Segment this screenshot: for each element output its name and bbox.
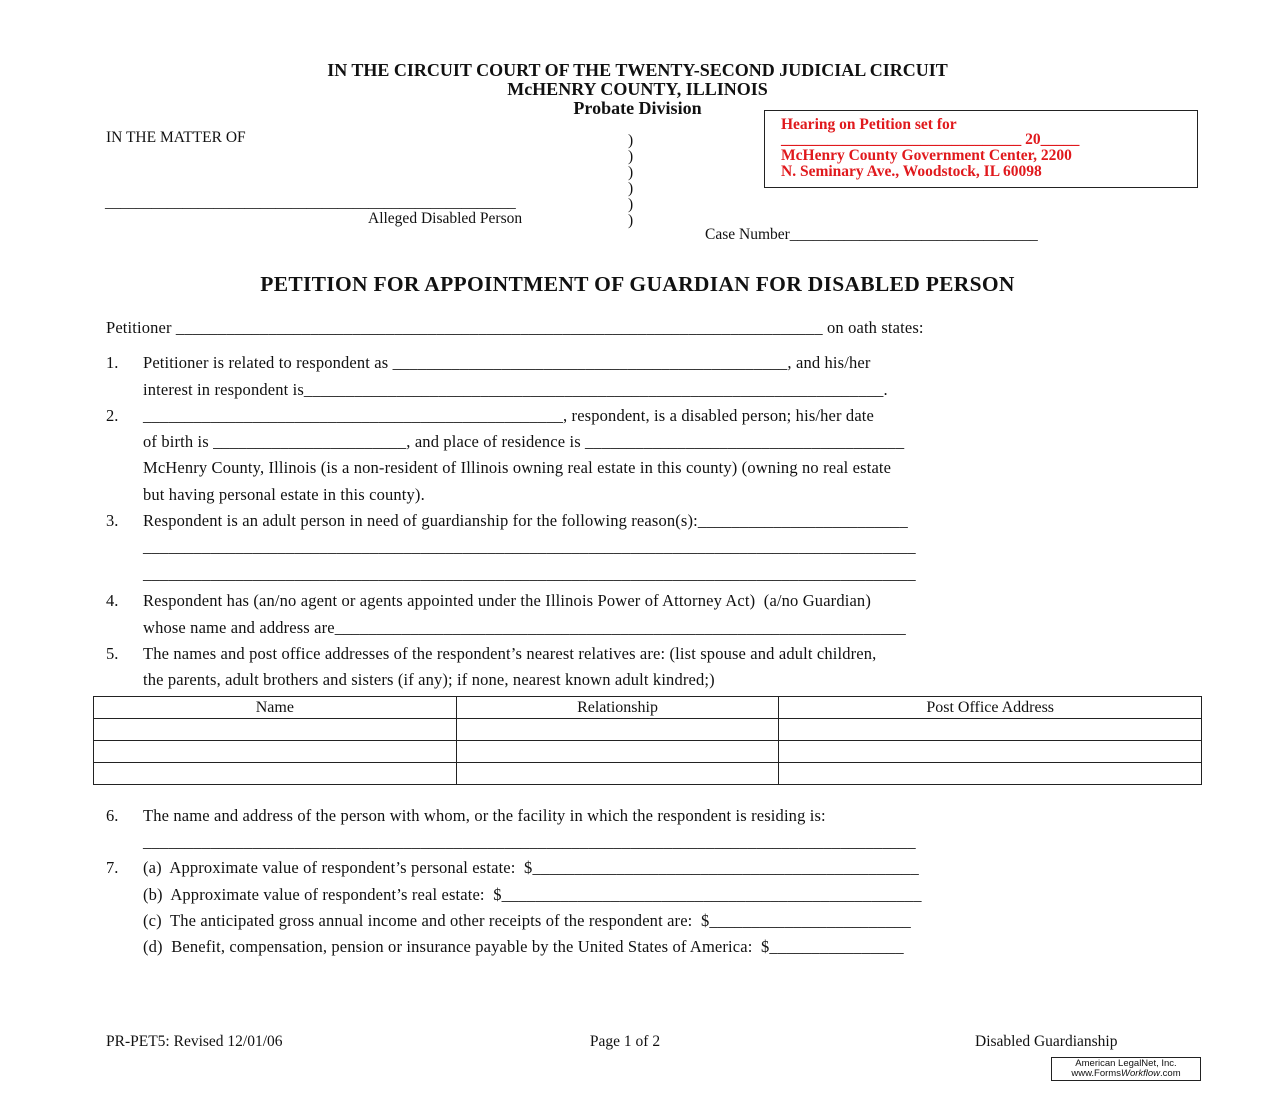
alleged-person-label: Alleged Disabled Person [368,210,523,227]
poa-text: Respondent has (an/no agent or agents appointed under the Illinois Power of Attorney Act) (a/no Guardian) [143,591,871,610]
paren: ) [628,180,634,197]
agent-name-address-field[interactable]: whose name and address are____________________________________________________________________ [143,618,906,637]
paren: ) [628,164,634,181]
document-title: PETITION FOR APPOINTMENT OF GUARDIAN FOR DISABLED PERSON [260,272,1015,296]
item-number: 2. [106,406,119,425]
item-number: 7. [106,858,119,877]
guardianship-reason-field[interactable]: Respondent is an adult person in need of guardianship for the following reason(s):_________________________ [143,511,908,530]
hearing-location-line1: McHenry County Government Center, 2200 [781,147,1072,164]
column-header-address: Post Office Address [779,697,1202,719]
relationship-field[interactable]: Petitioner is related to respondent as _______________________________________________, and his/her [143,353,871,372]
respondent-name-field[interactable]: __________________________________________________, respondent, is a disabled person; his/her date [143,406,874,425]
page-number: Page 1 of 2 [589,1033,661,1050]
residence-person-text: The name and address of the person with whom, or the facility in which the respondent is residing is: [143,806,826,825]
us-benefits-field[interactable]: (d) Benefit, compensation, pension or insurance payable by the United States of America: $________________ [143,937,904,956]
paren: ) [628,132,634,149]
column-header-name: Name [94,697,457,719]
guardianship-reason-line[interactable]: ____________________________________________________________________________________________ [143,564,916,583]
logo-company: American LegalNet, Inc. [1075,1058,1177,1069]
relative-relationship-cell[interactable] [456,741,779,763]
annual-income-field[interactable]: (c) The anticipated gross annual income and other receipts of the respondent are: $________________________ [143,911,911,930]
hearing-location-line2: N. Seminary Ave., Woodstock, IL 60098 [781,163,1042,180]
guardianship-reason-line[interactable]: ____________________________________________________________________________________________ [143,537,916,556]
relative-relationship-cell[interactable] [456,763,779,785]
paren: ) [628,212,634,229]
case-number-field[interactable]: Case Number________________________________ [705,226,1038,243]
petitioner-field[interactable]: Petitioner _____________________________________________________________________________ on oath states: [106,318,924,337]
table-row [94,741,1202,763]
american-legalnet-logo[interactable] [1051,1057,1201,1081]
hearing-date-field[interactable]: _______________________________ 20_____ [781,131,1080,148]
relative-name-cell[interactable] [94,719,457,741]
logo-url [1052,1069,1200,1079]
relatives-instructions: The names and post office addresses of the respondent’s nearest relatives are: (list spouse and adult children, [143,644,877,663]
logo-url-part: .com [1160,1068,1181,1079]
relative-relationship-cell[interactable] [456,719,779,741]
logo-url-part: Workflow [1120,1068,1161,1079]
matter-of-label: IN THE MATTER OF [106,129,246,146]
relative-address-cell[interactable] [779,741,1202,763]
interest-field[interactable]: interest in respondent is_____________________________________________________________________. [143,380,888,399]
form-id: PR-PET5: Revised 12/01/06 [106,1033,283,1050]
residence-text: McHenry County, Illinois (is a non-resident of Illinois owning real estate in this county) (owning no real estate [143,458,892,477]
alleged-person-name-field[interactable]: _____________________________________________________ [105,194,516,211]
table-row [94,763,1202,785]
residence-text-cont: but having personal estate in this county). [143,485,425,504]
table-header-row [94,697,1202,719]
relative-name-cell[interactable] [94,763,457,785]
logo-url-part: www.Forms [1071,1068,1121,1079]
form-category: Disabled Guardianship [975,1033,1118,1050]
hearing-title: Hearing on Petition set for [781,116,957,133]
relatives-instructions-cont: the parents, adult brothers and sisters (if any); if none, nearest known adult kindred;) [143,670,715,689]
item-number: 5. [106,644,119,663]
item-number: 3. [106,511,119,530]
relatives-table [93,696,1202,785]
county-heading: McHENRY COUNTY, ILLINOIS [507,79,768,99]
paren: ) [628,196,634,213]
table-row [94,719,1202,741]
item-number: 4. [106,591,119,610]
court-heading: IN THE CIRCUIT COURT OF THE TWENTY-SECOND JUDICIAL CIRCUIT [327,60,948,80]
relative-name-cell[interactable] [94,741,457,763]
residence-person-field[interactable]: ____________________________________________________________________________________________ [143,832,916,851]
division-heading: Probate Division [573,98,702,118]
paren: ) [628,148,634,165]
column-header-relationship: Relationship [456,697,779,719]
relative-address-cell[interactable] [779,719,1202,741]
item-number: 6. [106,806,119,825]
item-number: 1. [106,353,119,372]
personal-estate-field[interactable]: (a) Approximate value of respondent’s personal estate: $______________________________________________ [143,858,919,877]
relative-address-cell[interactable] [779,763,1202,785]
real-estate-field[interactable]: (b) Approximate value of respondent’s real estate: $__________________________________________________ [143,885,922,904]
birth-residence-field[interactable]: of birth is _______________________, and place of residence is ______________________________________ [143,432,905,451]
